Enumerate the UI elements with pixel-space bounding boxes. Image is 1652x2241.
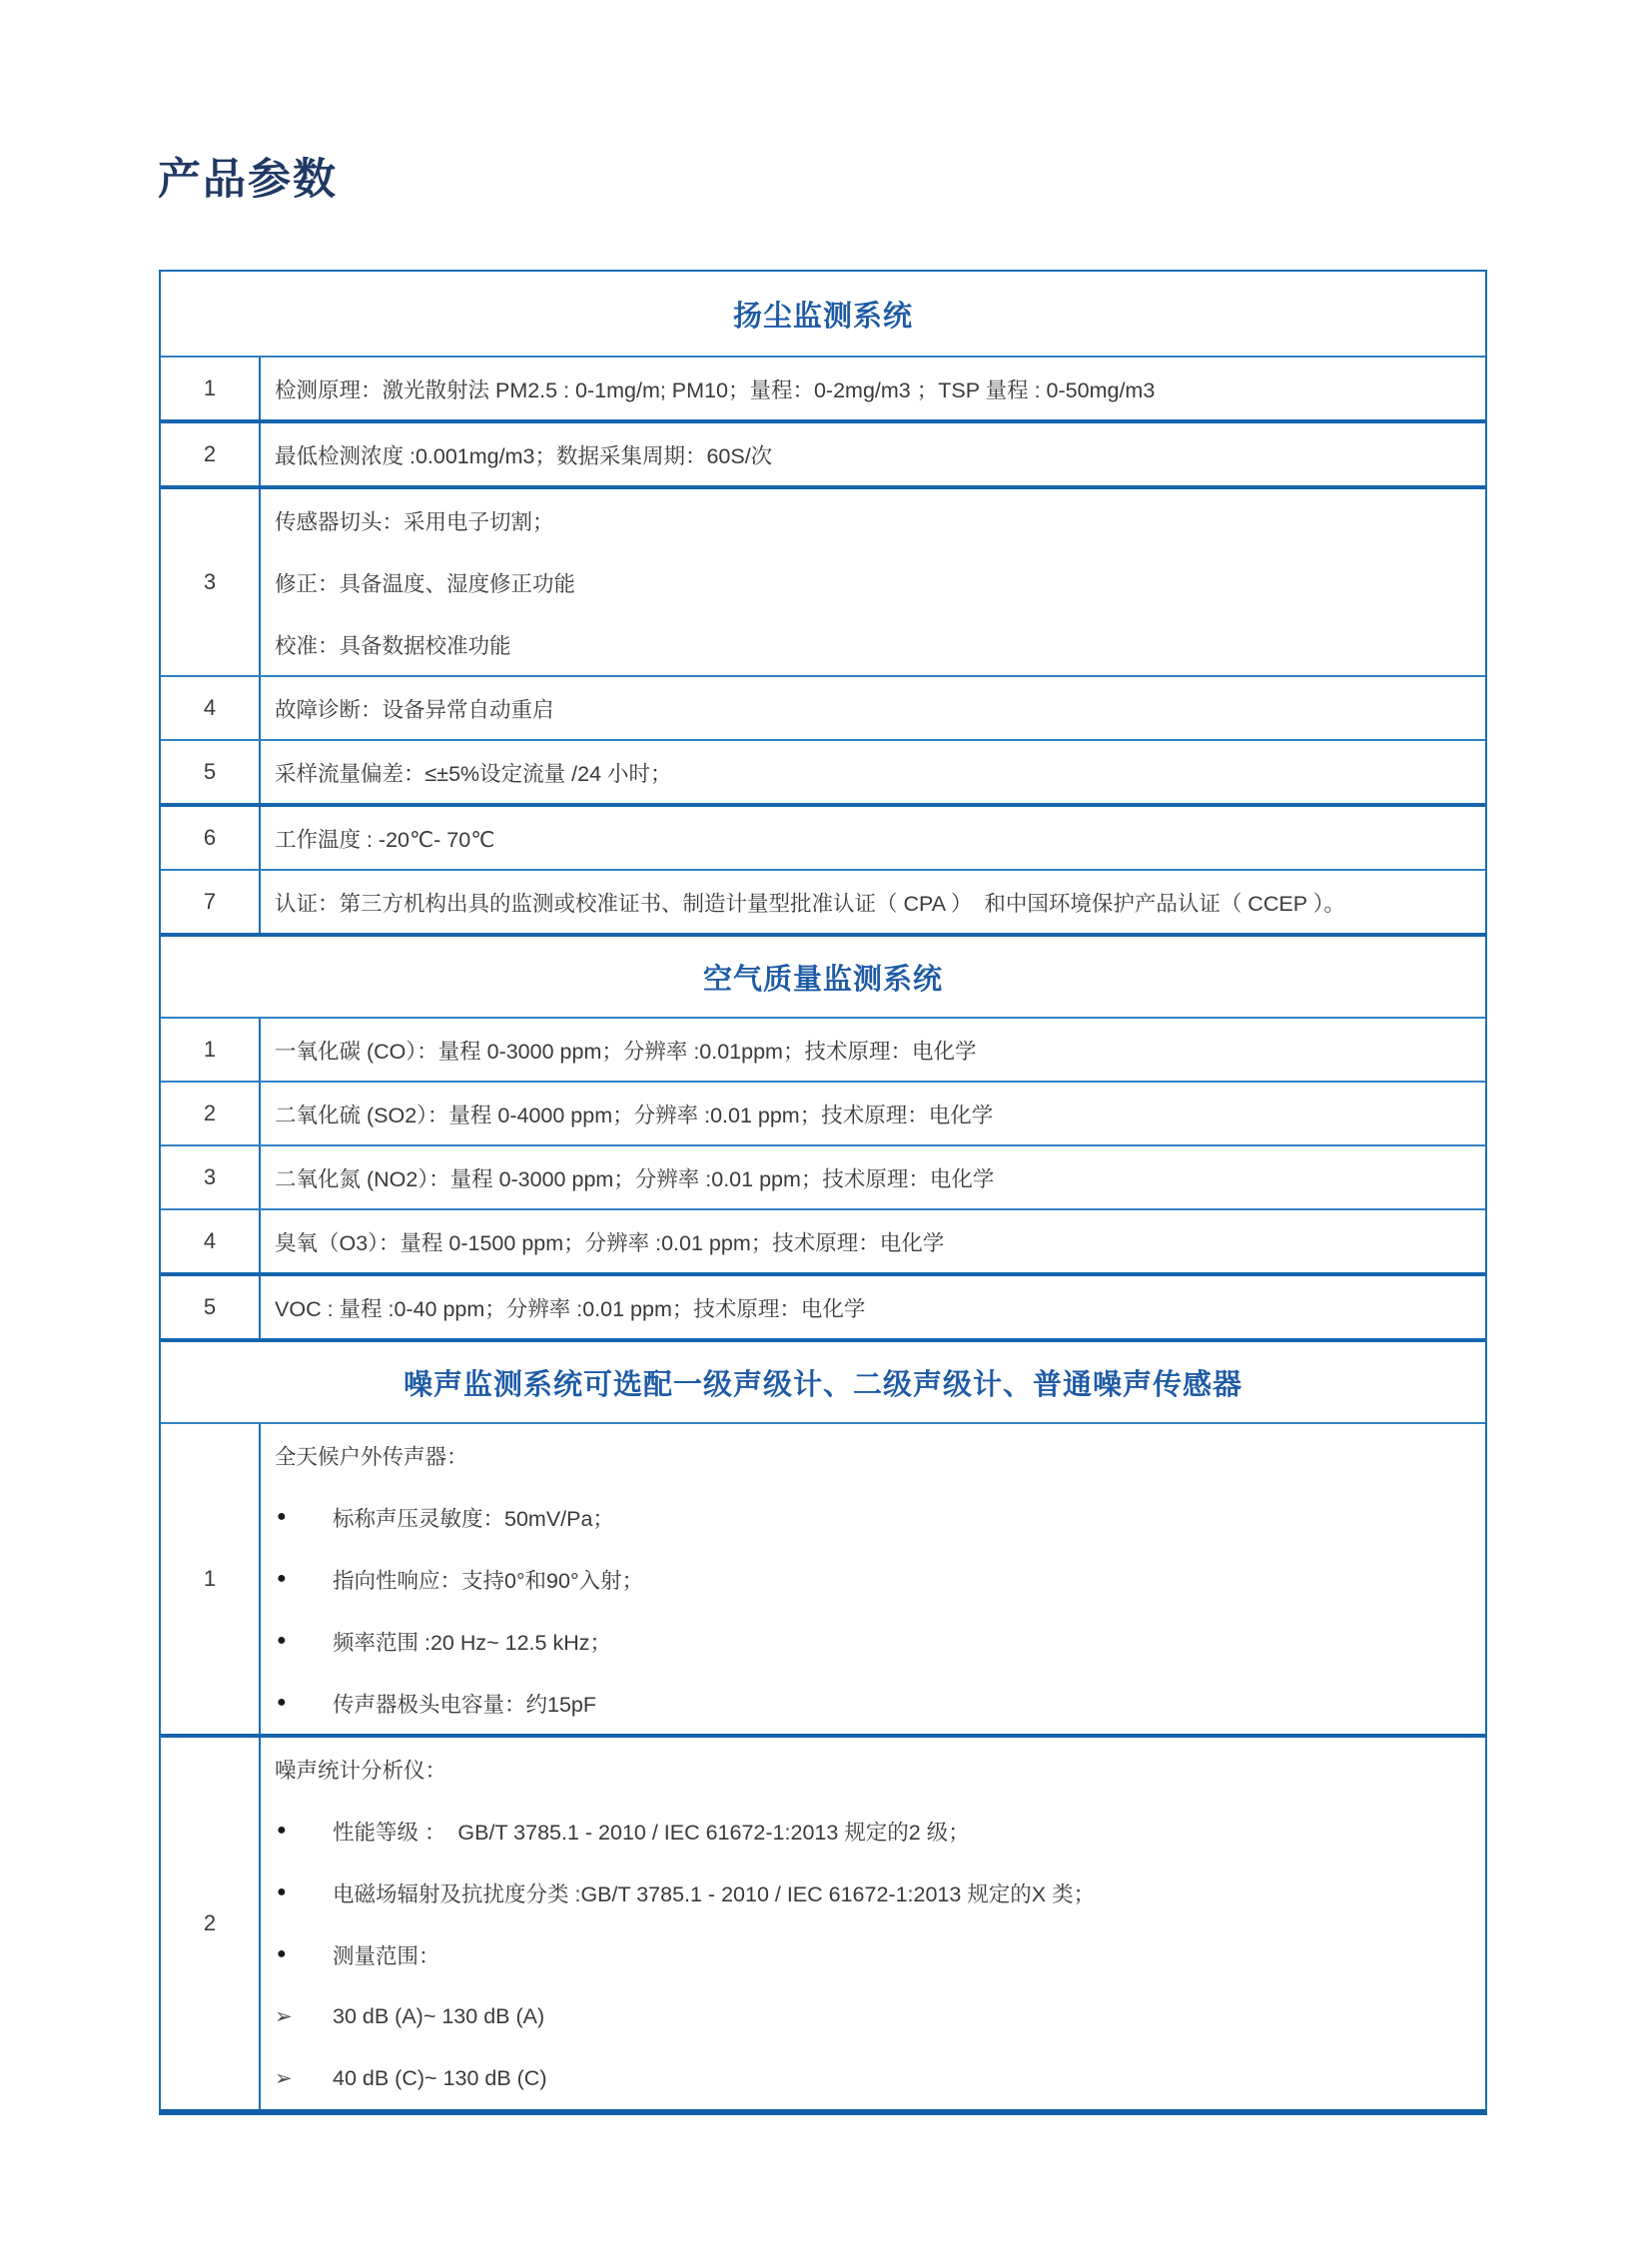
arrow-bullet-icon: ➢: [275, 2066, 293, 2090]
spec-text: 全天候户外传声器：: [275, 1444, 468, 1469]
table-row: [161, 419, 1485, 485]
spec-text: 频率范围 :20 Hz~ 12.5 kHz；: [333, 1630, 611, 1655]
row-number: 2: [161, 423, 261, 485]
spec-text: 采样流量偏差：≤±5%设定流量 /24 小时；: [275, 761, 672, 786]
row-content: [261, 871, 1485, 933]
row-content: [261, 1019, 1485, 1081]
spec-text: 二氧化氮 (NO2）：量程 0-3000 ppm；分辨率 :0.01 ppm；技术原理：电化学: [275, 1166, 995, 1191]
section-header-label: 扬尘监测系统: [732, 300, 913, 333]
spec-text: 噪声统计分析仪：: [275, 1758, 447, 1783]
spec-text: 认证：第三方机构出具的监测或校准证书、制造计量型批准认证（ CPA ） 和中国环境保护产品认证（ CCEP ）。: [275, 891, 1345, 916]
spec-text: 修正：具备温度、湿度修正功能: [275, 571, 576, 596]
row-number: 2: [161, 1738, 261, 2109]
spec-text: 检测原理：激光散射法 PM2.5 : 0-1mg/m; PM10；量程：0-2mg/m3 ；TSP 量程 : 0-50mg/m3: [275, 377, 1156, 402]
row-number: 1: [161, 358, 261, 419]
row-content: [261, 358, 1485, 419]
table-row: [161, 1081, 1485, 1144]
section-header-label: 空气质量监测系统: [702, 963, 943, 996]
spec-text: 标称声压灵敏度：50mV/Pa；: [333, 1506, 614, 1531]
row-number: 5: [161, 741, 261, 803]
table-row: [161, 1208, 1485, 1272]
bullet-icon: ●: [277, 1508, 287, 1525]
row-content: [261, 489, 1485, 675]
section-header-air-quality: [161, 933, 1485, 1017]
table-row: [161, 1017, 1485, 1081]
row-content: [261, 1738, 1485, 2109]
spec-text: 工作温度 : -20℃- 70℃: [275, 827, 495, 852]
spec-text: 传感器切头：采用电子切割；: [275, 509, 554, 534]
row-content: [261, 1276, 1485, 1338]
row-number: 1: [161, 1019, 261, 1081]
table-row: [161, 803, 1485, 869]
row-number: 2: [161, 1083, 261, 1144]
table-row: [161, 356, 1485, 419]
table-row: [161, 485, 1485, 675]
row-content: [261, 1146, 1485, 1208]
bullet-icon: ●: [277, 1694, 287, 1711]
bullet-icon: ●: [277, 1632, 287, 1649]
spec-text: 二氧化硫 (SO2）：量程 0-4000 ppm；分辨率 :0.01 ppm；技术原理：电化学: [275, 1103, 994, 1127]
bullet-icon: ●: [277, 1570, 287, 1587]
spec-text: 40 dB (C)~ 130 dB (C): [333, 2065, 547, 2090]
bullet-icon: ●: [277, 1883, 287, 1900]
spec-text: 臭氧（O3）：量程 0-1500 ppm；分辨率 :0.01 ppm；技术原理：电化学: [275, 1230, 945, 1255]
arrow-bullet-icon: ➢: [275, 2004, 293, 2028]
page-title: 产品参数: [158, 156, 338, 204]
spec-text: 30 dB (A)~ 130 dB (A): [333, 2003, 545, 2028]
table-row: [161, 739, 1485, 803]
spec-text: 传声器极头电容量：约15pF: [333, 1692, 597, 1717]
table-row: [161, 1272, 1485, 1338]
spec-text: 校准：具备数据校准功能: [275, 633, 511, 658]
bullet-icon: ●: [277, 1945, 287, 1962]
spec-text: 测量范围：: [333, 1943, 440, 1968]
row-content: [261, 423, 1485, 485]
row-content: [261, 1083, 1485, 1144]
row-content: [261, 741, 1485, 803]
spec-text: 指向性响应：支持0°和90°入射；: [333, 1568, 644, 1593]
row-number: 6: [161, 807, 261, 869]
table-row: [161, 869, 1485, 933]
bullet-icon: ●: [277, 1822, 287, 1839]
section-header-label: 噪声监测系统可选配一级声级计、二级声级计、普通噪声传感器: [403, 1368, 1242, 1401]
spec-text: VOC : 量程 :0-40 ppm；分辨率 :0.01 ppm；技术原理：电化学: [275, 1296, 866, 1321]
row-number: 1: [161, 1424, 261, 1734]
table-row: [161, 1144, 1485, 1208]
section-header-dust: [161, 272, 1485, 356]
row-number: 3: [161, 1146, 261, 1208]
spec-text: 故障诊断：设备异常自动重启: [275, 697, 554, 722]
row-content: [261, 807, 1485, 869]
spec-text: 性能等级 ： GB/T 3785.1 - 2010 / IEC 61672-1:2013 规定的2 级；: [333, 1820, 970, 1845]
spec-text: 最低检测浓度 :0.001mg/m3；数据采集周期：60S/次: [275, 443, 773, 468]
row-content: [261, 677, 1485, 739]
row-number: 3: [161, 489, 261, 675]
section-header-noise: [161, 1338, 1485, 1422]
table-row: [161, 675, 1485, 739]
table-row: [161, 1422, 1485, 1734]
row-content: [261, 1210, 1485, 1272]
row-number: 4: [161, 1210, 261, 1272]
spec-text: 一氧化碳 (CO）：量程 0-3000 ppm；分辨率 :0.01ppm；技术原理：电化学: [275, 1039, 977, 1064]
row-number: 5: [161, 1276, 261, 1338]
row-content: [261, 1424, 1485, 1734]
row-number: 7: [161, 871, 261, 933]
spec-table: [159, 270, 1487, 2115]
row-number: 4: [161, 677, 261, 739]
table-row: [161, 1734, 1485, 2109]
spec-text: 电磁场辐射及抗扰度分类 :GB/T 3785.1 - 2010 / IEC 61672-1:2013 规定的X 类；: [333, 1881, 1096, 1906]
